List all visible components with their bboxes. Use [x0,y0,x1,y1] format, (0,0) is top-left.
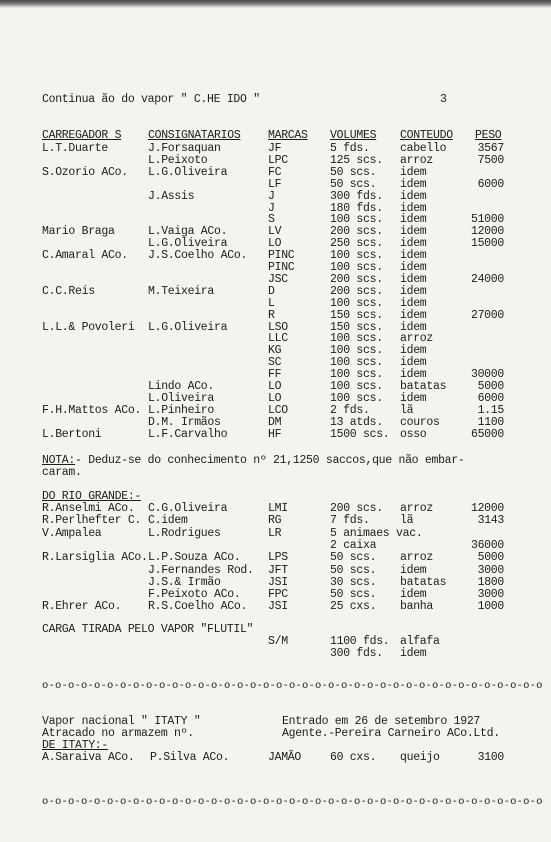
cell-volumes: 100 scs. [330,391,383,405]
cell-volumes: 250 scs. [330,237,383,251]
cell-marks: J [268,189,275,203]
cell-volumes: 13 atds. [330,415,383,429]
cell-weight: 3000 [477,588,504,602]
cell-marks: PINC [268,249,295,263]
cell-consignee: F.Peixoto ACo. [148,588,241,602]
cell-weight: 5000 [477,380,504,393]
cell-weight: 5000 [477,551,504,565]
cell-weight: 3000 [477,563,504,577]
note-label: NOTA: [42,454,76,467]
cell-contents: idem [400,249,427,263]
section-rio-grande-title: DO RIO GRANDE:- [42,490,142,503]
cell-marks: LO [268,237,282,251]
cell-contents: idem [400,356,427,370]
cell-consignee: L.Pinheiro [148,403,215,417]
cell-volumes: 200 scs. [330,502,383,515]
cell-volumes: 100 scs. [330,380,383,393]
cell-volumes: 200 scs. [330,225,383,239]
cell-marks: J [268,201,275,215]
cell-weight: 1800 [477,575,504,589]
cell-volumes: 100 scs. [330,261,383,274]
note [42,455,464,467]
cell-consignee: L.Peixoto [148,153,208,167]
cell-sender: V.Ampalea [42,526,102,540]
cell-volumes: 2 caixa [330,538,377,552]
cell-marks: R [268,308,275,322]
cell-marks: S/M [268,635,288,648]
cell-marks: PINC [268,261,295,274]
cell-sender: R.Anselmi ACo. [42,502,135,515]
cell-contents: batatas [400,575,447,589]
cell-marks: JFT [268,563,288,577]
cell-marks: D [268,284,275,298]
cell-marks: JSI [268,575,288,589]
cell-consignee: J.Forsaquan [148,142,221,155]
itaty-contents: queijo [400,751,440,764]
vessel-name: Vapor nacional " ITATY " [42,715,201,728]
cell-contents: idem [400,189,427,203]
cell-contents: arroz [400,153,434,167]
scan-edge [0,0,551,8]
vessel-arrival: Entrado em 26 de setembro 1927 [282,715,481,728]
cell-marks: LPC [268,153,288,167]
cell-consignee: L.Oliveira [148,391,215,405]
cell-weight: 30000 [470,368,504,382]
cell-contents: arroz [400,502,434,515]
itaty-consignee: P.Silva ACo. [150,751,230,764]
cell-volumes: 150 scs. [330,308,383,322]
cell-contents: idem [400,213,427,227]
cell-consignee: J.Assis [148,189,195,203]
cell-marks: FPC [268,588,288,602]
cell-marks: FF [268,368,282,382]
itaty-volumes: 60 cxs. [330,751,377,764]
cell-volumes: 200 scs. [330,272,383,286]
cell-weight: 6000 [477,391,504,405]
col-header-consignee: CONSIGNATARIOS [148,129,241,142]
itaty-marks: JAMÃO [268,751,302,764]
cell-volumes: 50 scs. [330,177,377,191]
vessel-agent: Agente.-Pereira Carneiro ACo.Ltd. [282,727,500,740]
cell-contents: idem [400,344,427,358]
cell-contents: idem [400,165,427,179]
cell-volumes: 100 scs. [330,296,383,310]
cell-marks: LSO [268,320,288,334]
cell-sender: S.Ozorio ACo. [42,165,128,179]
cell-weight: 6000 [477,177,504,191]
cell-marks: L [268,296,275,310]
cell-volumes: 150 scs. [330,320,383,334]
cell-weight: 27000 [470,308,504,322]
cell-contents: idem [400,201,427,215]
cell-marks: S [268,213,275,227]
cell-consignee: J.S.Coelho ACo. [148,249,248,263]
cell-volumes: 125 scs. [330,153,383,167]
cell-volumes: 100 scs. [330,249,383,263]
cell-marks: LV [268,225,282,239]
cell-marks: JSI [268,600,288,614]
cell-marks: LMI [268,502,288,515]
cell-volumes: 300 fds. [330,647,383,660]
cell-volumes: 50 scs. [330,165,377,179]
cell-marks: FC [268,165,282,179]
cell-weight: 36000 [470,538,504,552]
cell-contents: idem [400,284,427,298]
cell-marks: LO [268,380,282,393]
cell-consignee: J.S.& Irmão [148,575,221,589]
cell-contents: alfafa [400,635,440,648]
cell-consignee: D.M. Irmãos [148,415,221,429]
itaty-sender: A.Saraiva ACo. [42,751,135,764]
cell-sender: F.H.Mattos ACo. [42,403,142,417]
cell-consignee: L.Vaiga ACo. [148,225,228,239]
note-line-2: caram. [42,466,82,479]
cell-volumes: 50 scs. [330,563,377,577]
cell-sender: L.T.Duarte [42,142,109,155]
section-itaty-title: DE ITATY:- [42,739,109,752]
cell-marks: LF [268,177,282,191]
cell-marks: JSC [268,272,288,286]
col-header-contents: CONTEUDO [400,129,453,142]
note-line-1: - Deduz-se do conhecimento nº 21,1250 saccos,que não embar- [75,454,465,467]
cell-volumes: 100 scs. [330,368,383,382]
separator-line-bottom: o-o-o-o-o-o-o-o-o-o-o-o-o-o-o-o-o-o-o-o-o-o-o-o-o-o-o-o-o-o-o-o-o-o-o-o-o-o-o [42,796,543,808]
cell-volumes: 100 scs. [330,213,383,227]
cell-consignee: L.G.Oliveira [148,165,228,179]
cell-contents: cabello [400,142,447,155]
itaty-weight: 3100 [477,751,504,764]
cell-contents: idem [400,320,427,334]
cell-contents: idem [400,225,427,239]
cell-volumes: 5 animaes vac. [330,526,423,540]
deck-cargo-title: CARGA TIRADA PELO VAPOR "FLUTIL" [42,623,254,636]
cell-volumes: 300 fds. [330,189,383,203]
cell-weight: 1100 [477,415,504,429]
cell-consignee: C.G.Oliveira [148,502,228,515]
cell-marks: LO [268,391,282,405]
cell-marks: DM [268,415,282,429]
cell-sender: C.C.Reis [42,284,95,298]
cell-volumes: 1100 fds. [330,635,390,648]
cell-sender: C.Amaral ACo. [42,249,128,263]
cell-marks: JF [268,142,282,155]
cell-weight: 12000 [470,225,504,239]
cell-volumes: 25 cxs. [330,600,377,614]
cell-volumes: 180 fds. [330,201,383,215]
continuation-heading: Continua ão do vapor " C.HE IDO " [42,93,260,106]
cell-contents: idem [400,177,427,191]
cell-volumes: 50 scs. [330,588,377,602]
cell-weight: 1.15 [477,403,504,417]
cell-contents: idem [400,391,427,405]
cell-contents: idem [400,272,427,286]
cell-weight: 51000 [470,213,504,227]
cell-contents: idem [400,261,427,274]
cell-marks: KG [268,344,282,358]
cell-contents: lã [400,403,414,417]
cell-volumes: 50 scs. [330,551,377,565]
cell-volumes: 7 fds. [330,514,370,528]
cell-contents: idem [400,308,427,322]
cell-weight: 3143 [477,514,504,528]
page-number: 3 [440,93,447,106]
cell-volumes: 1500 scs. [330,427,390,441]
cell-sender: R.Ehrer ACo. [42,600,122,614]
cell-contents: banha [400,600,434,614]
cell-weight: 7500 [477,153,504,167]
cell-sender: R.Larsiglia ACo. [42,551,148,565]
cell-volumes: 100 scs. [330,344,383,358]
cell-marks: RG [268,514,282,528]
cell-weight: 65000 [470,427,504,441]
cell-contents: arroz [400,551,434,565]
cell-contents: idem [400,588,427,602]
cell-consignee: Lindo ACo. [148,380,215,393]
cell-contents: idem [400,647,427,660]
cell-consignee: J.Fernandes Rod. [148,563,254,577]
cell-volumes: 5 fds. [330,142,370,155]
cell-volumes: 200 scs. [330,284,383,298]
cell-contents: idem [400,368,427,382]
cell-weight: 12000 [470,502,504,515]
cell-contents: idem [400,237,427,251]
cell-weight: 3567 [477,142,504,155]
col-header-volumes: VOLUMES [330,129,377,142]
cell-volumes: 100 scs. [330,332,383,346]
col-header-marks: MARCAS [268,129,308,142]
vessel-berth: Atracado no armazem nº. [42,727,194,740]
cell-contents: batatas [400,380,447,393]
cell-contents: arroz [400,332,434,346]
cell-weight: 1000 [477,600,504,614]
cell-sender: R.Perlhefter C. [42,514,142,528]
cell-marks: SC [268,356,282,370]
cell-marks: LCO [268,403,288,417]
cell-volumes: 100 scs. [330,356,383,370]
cell-marks: LLC [268,332,288,346]
cell-consignee: L.G.Oliveira [148,320,228,334]
cell-sender: L.Bertoni [42,427,102,441]
cell-sender: L.L.& Povoleri [42,320,135,334]
cell-consignee: L.P.Souza ACo. [148,551,241,565]
cell-volumes: 2 fds. [330,403,370,417]
separator-line: o-o-o-o-o-o-o-o-o-o-o-o-o-o-o-o-o-o-o-o-o-o-o-o-o-o-o-o-o-o-o-o-o-o-o-o-o-o-o [42,680,543,692]
cell-consignee: L.Rodrigues [148,526,221,540]
cell-marks: LR [268,526,282,540]
cell-weight: 15000 [470,237,504,251]
cell-weight: 24000 [470,272,504,286]
col-header-weight: PESO [475,129,502,142]
cell-consignee: R.S.Coelho ACo. [148,600,248,614]
cell-contents: lã [400,514,414,528]
cell-volumes: 30 scs. [330,575,377,589]
cell-contents: couros [400,415,440,429]
cell-consignee: M.Teixeira [148,284,215,298]
col-header-sender: CARREGADOR S [42,129,122,142]
cell-sender: Mario Braga [42,225,115,239]
cell-contents: osso [400,427,427,441]
cell-contents: idem [400,563,427,577]
cell-consignee: L.F.Carvalho [148,427,228,441]
cell-contents: idem [400,296,427,310]
cell-consignee: L.G.Oliveira [148,237,228,251]
cell-consignee: C.idem [148,514,188,528]
cell-marks: LPS [268,551,288,565]
cell-marks: HF [268,427,282,441]
